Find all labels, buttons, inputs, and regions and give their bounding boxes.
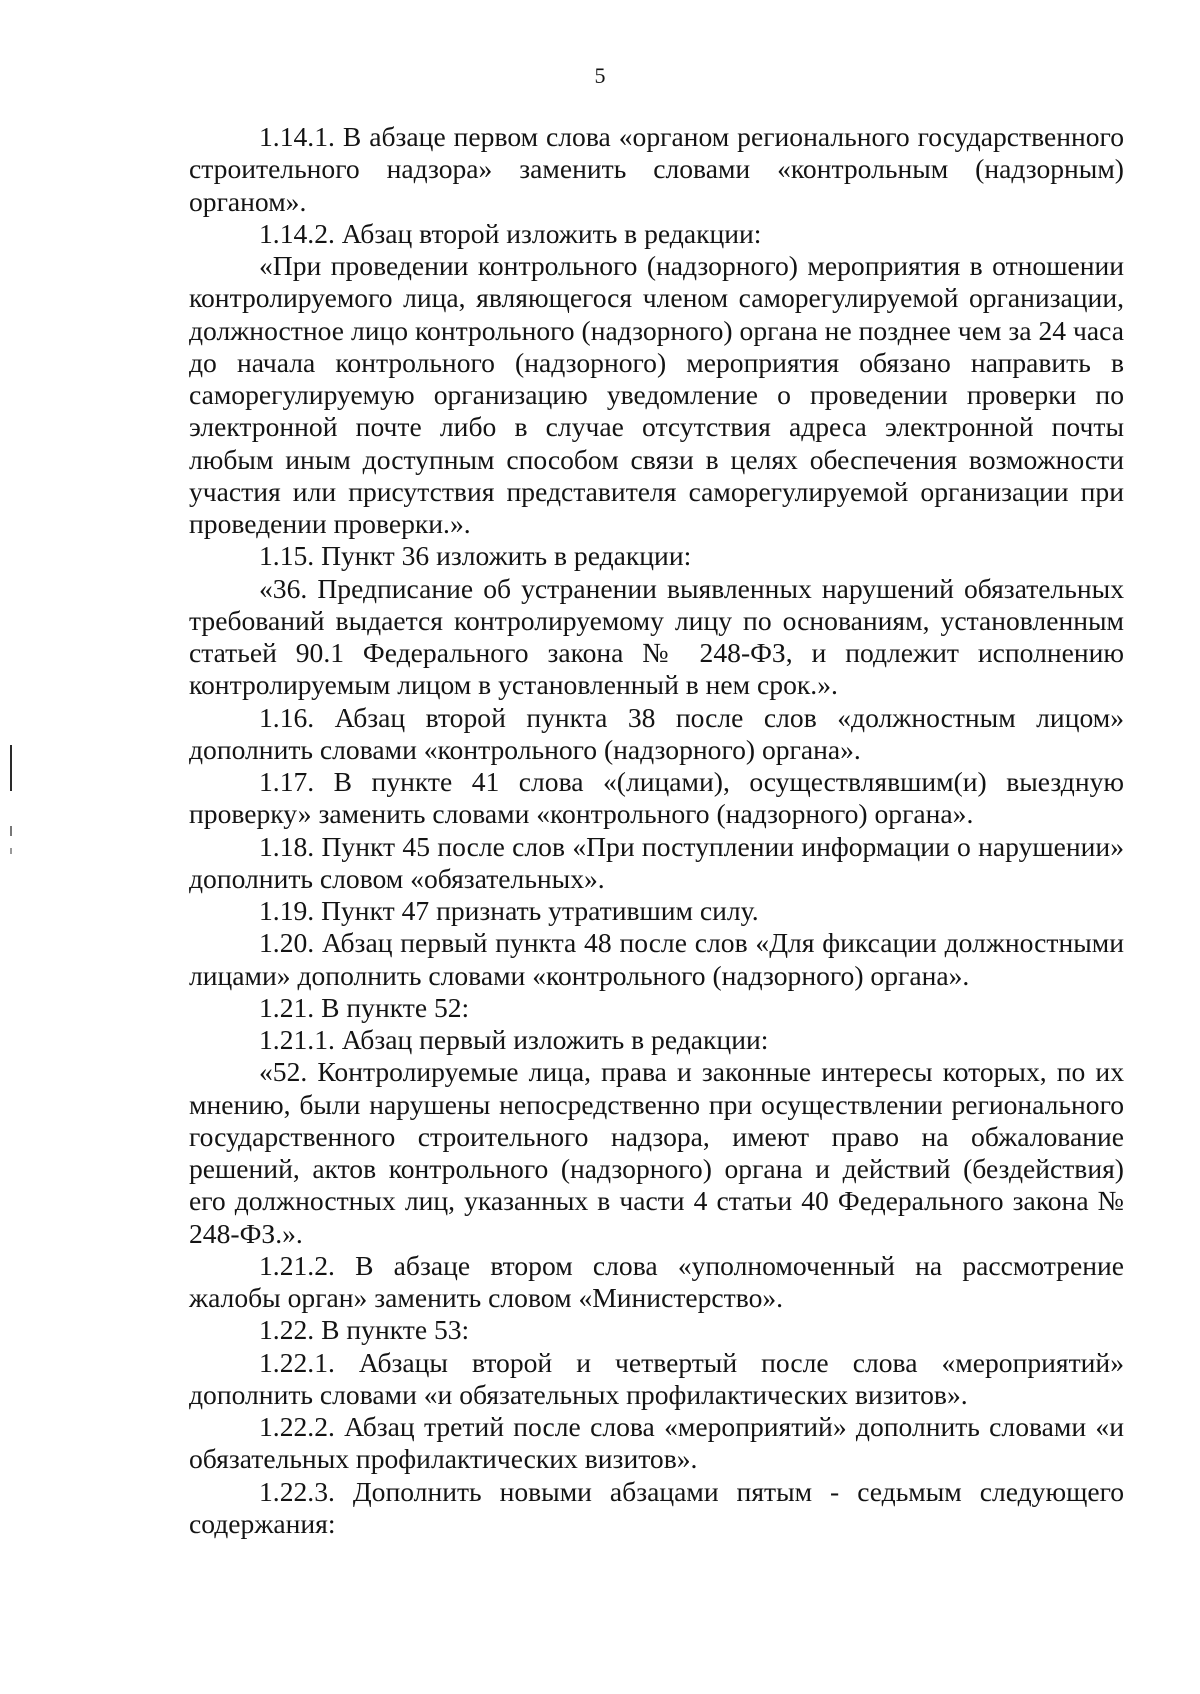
scan-artifact-mark bbox=[10, 848, 12, 854]
paragraph-1-22: 1.22. В пункте 53: bbox=[259, 1314, 470, 1346]
document-body bbox=[189, 121, 1124, 1540]
paragraph-1-15: 1.15. Пункт 36 изложить в редакции: bbox=[259, 540, 692, 572]
page-number: 5 bbox=[594, 63, 606, 88]
paragraph-1-21: 1.21. В пункте 52: bbox=[259, 991, 470, 1023]
paragraph-1-22-1: 1.22.1. Абзацы второй и четвертый после слова «мероприятий» дополнить словами «и обязательных профилактических визитов». bbox=[189, 1346, 1124, 1410]
paragraph-1-19: 1.19. Пункт 47 признать утратившим силу. bbox=[259, 895, 759, 926]
paragraph-1-21-2: 1.21.2. В абзаце втором слова «уполномоченный на рассмотрение жалобы орган» заменить словом «Министерство». bbox=[189, 1249, 1124, 1313]
paragraph-1-17: 1.17. В пункте 41 слова «(лицами), осуществлявшим(и) выездную проверку» заменить словами «контрольного (надзорного) органа». bbox=[189, 766, 1124, 830]
paragraph-1-14-1: 1.14.1. В абзаце первом слова «органом регионального государственного строительного надзора» заменить словами «контрольным (надзорным) органом». bbox=[189, 121, 1124, 217]
paragraph-1-14-2: 1.14.2. Абзац второй изложить в редакции: bbox=[259, 217, 762, 249]
paragraph-1-20: 1.20. Абзац первый пункта 48 после слов «Для фиксации должностными лицами» дополнить словами «контрольного (надзорного) органа». bbox=[189, 927, 1124, 991]
quoted-paragraph-52: «52. Контролируемые лица, права и законные интересы которых, по их мнению, были нарушены непосредственно при осуществлении регионального государственного строительного надзора, имеют право на обжалование решений, актов контрольного (надзорного) органа и действий (бездействия) его должностных лиц, указанных в части 4 статьи 40 Федерального закона № 248-ФЗ.». bbox=[189, 1056, 1124, 1249]
quoted-paragraph: «При проведении контрольного (надзорного) мероприятия в отношении контролируемого лица, являющегося членом саморегулируемой организации, должностное лицо контрольного (надзорного) органа не позднее чем за 24 часа до начала контрольного (надзорного) мероприятия обязано направить в саморегулируемую организацию уведомление о проведении проверки по электронной почте либо в случае отсутствия адреса электронной почты любым иным доступным способом связи в целях обеспечения возможности участия или присутствия представителя саморегулируемой организации при проведении проверки.». bbox=[189, 250, 1124, 539]
paragraph-1-18: 1.18. Пункт 45 после слов «При поступлении информации о нарушении» дополнить словом «обязательных». bbox=[189, 830, 1124, 894]
scan-artifact-mark bbox=[10, 745, 12, 791]
paragraph-1-21-1: 1.21.1. Абзац первый изложить в редакции: bbox=[259, 1024, 769, 1055]
paragraph-1-22-3: 1.22.3. Дополнить новыми абзацами пятым - седьмым следующего содержания: bbox=[189, 1475, 1124, 1539]
paragraph-1-16: 1.16. Абзац второй пункта 38 после слов «должностным лицом» дополнить словами «контрольного (надзорного) органа». bbox=[189, 701, 1124, 765]
quoted-paragraph-36: «36. Предписание об устранении выявленных нарушений обязательных требований выдается контролируемому лицу по основаниям, установленным статьей 90.1 Федерального закона № 248-ФЗ, и подлежит исполнению контролируемым лицом в установленный в нем срок.». bbox=[189, 572, 1124, 701]
paragraph-1-22-2: 1.22.2. Абзац третий после слова «мероприятий» дополнить словами «и обязательных профилактических визитов». bbox=[189, 1411, 1124, 1475]
scan-artifact-mark bbox=[10, 826, 12, 836]
